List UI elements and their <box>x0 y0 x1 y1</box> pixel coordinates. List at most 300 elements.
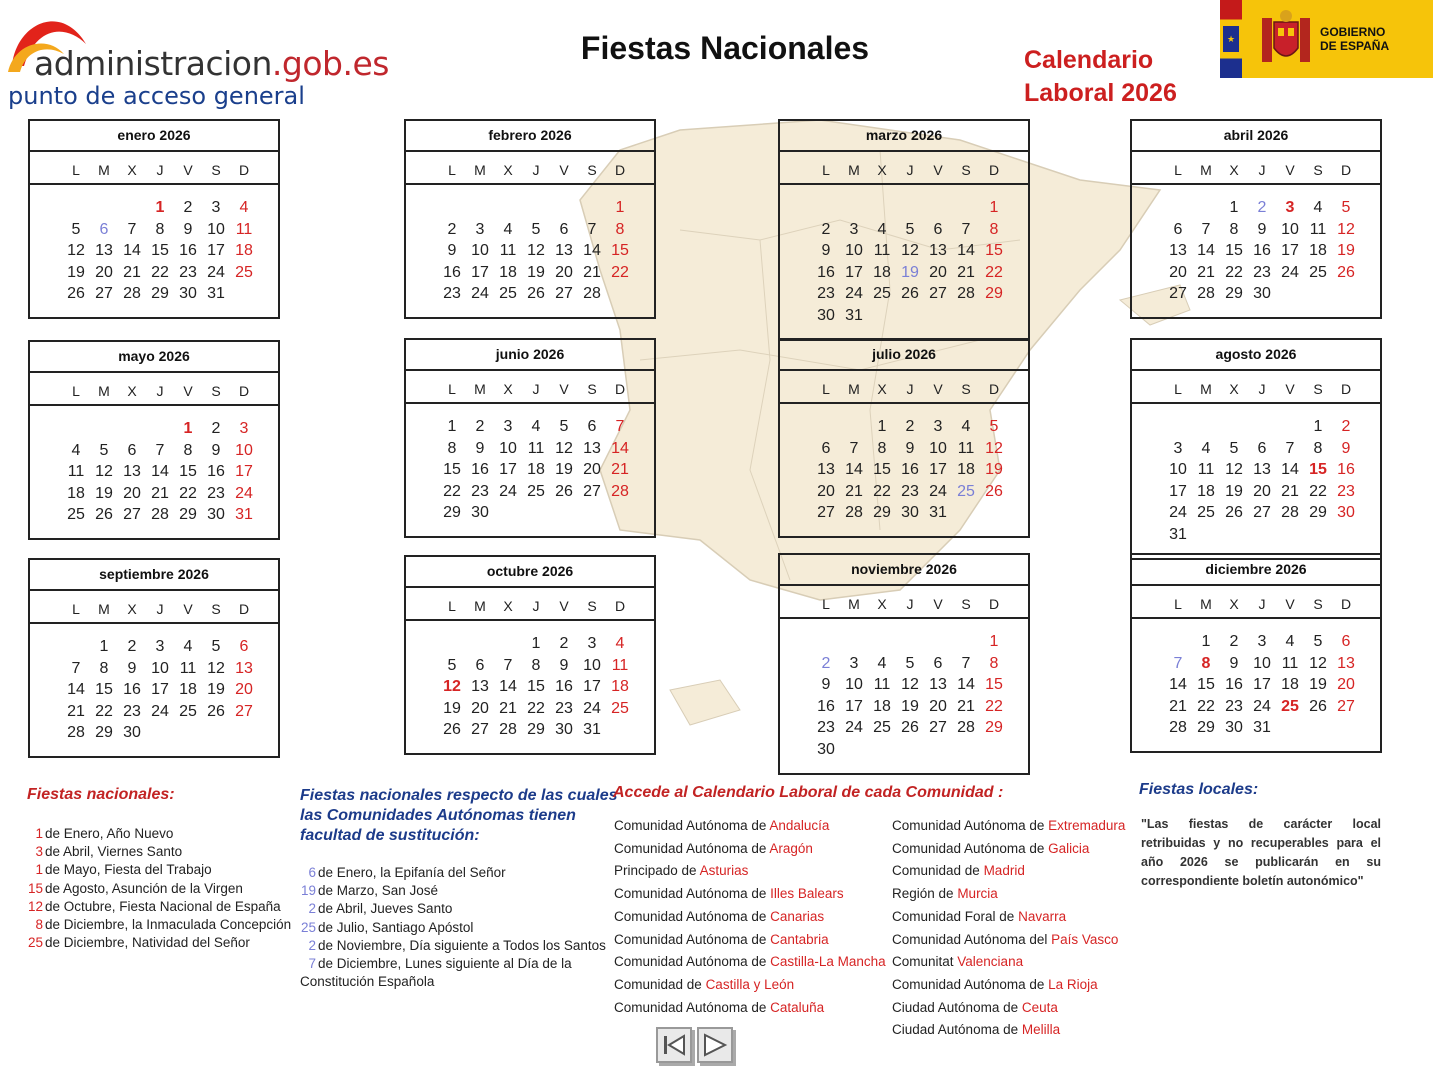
day-cell: 17 <box>471 263 489 281</box>
ccaa-link[interactable]: Cantabria <box>770 931 829 947</box>
day-cell: 27 <box>583 482 601 500</box>
weekday-header <box>406 152 654 185</box>
holiday-day-number: 3 <box>35 844 43 860</box>
weekday-header <box>406 371 654 404</box>
day-cell: 12 <box>207 659 225 677</box>
day-cell: 11 <box>179 659 197 677</box>
holiday-day-number: 15 <box>27 880 43 896</box>
weekday-label: S <box>1313 381 1323 397</box>
day-cell: 31 <box>1169 526 1187 543</box>
list-item <box>27 861 291 879</box>
day-cell: 26 <box>901 285 919 303</box>
weekday-label: M <box>1200 381 1212 397</box>
weekday-label: L <box>822 596 830 612</box>
weekday-label: L <box>1174 162 1182 178</box>
ccaa-list-col2 <box>892 815 1125 1042</box>
day-cell: 6 <box>239 638 249 655</box>
weekday-label: D <box>614 598 626 614</box>
day-cell: 26 <box>901 719 919 737</box>
day-cell: 11 <box>1309 220 1327 238</box>
weekday-label: V <box>183 383 193 399</box>
day-cell: 9 <box>475 439 485 457</box>
day-cell: 9 <box>821 676 831 694</box>
day-cell: 1 <box>615 199 625 216</box>
day-cell: 29 <box>443 504 461 522</box>
administracion-gob-logo[interactable] <box>6 4 389 110</box>
day-cell: 5 <box>447 656 457 674</box>
day-cell: 6 <box>933 654 943 672</box>
prev-page-button[interactable] <box>656 1027 692 1063</box>
ccaa-link[interactable]: La Rioja <box>1048 976 1098 992</box>
day-cell: 8 <box>1313 439 1323 457</box>
ccaa-prefix: Región de <box>892 886 958 902</box>
ccaa-link[interactable]: País Vasco <box>1051 931 1119 947</box>
weekday-header <box>780 371 1028 404</box>
day-cell: 20 <box>1337 676 1355 694</box>
day-cell: 16 <box>207 463 225 481</box>
day-cell: 16 <box>471 461 489 479</box>
day-cell: 26 <box>207 702 225 720</box>
day-cell: 29 <box>1309 504 1327 522</box>
weekday-label: L <box>1174 381 1182 397</box>
weekday-label: D <box>1340 162 1352 178</box>
weekday-label: J <box>1258 596 1266 612</box>
day-cell: 5 <box>71 220 81 238</box>
day-cell: 6 <box>475 656 485 674</box>
ccaa-link[interactable]: Castilla-La Mancha <box>770 954 886 970</box>
day-cell: 5 <box>1341 199 1351 216</box>
day-cell: 9 <box>447 242 457 260</box>
month-title: marzo 2026 <box>780 121 1028 152</box>
ccaa-prefix: Comunidad Autónoma de <box>614 931 771 947</box>
day-cell: 26 <box>1225 504 1243 522</box>
day-cell: 18 <box>499 263 517 281</box>
day-cell: 20 <box>555 263 573 281</box>
day-cell: 12 <box>527 242 545 260</box>
day-cell: 5 <box>989 418 999 435</box>
day-cell: 21 <box>1281 482 1299 500</box>
holiday-day-number: 1 <box>35 826 43 841</box>
ccaa-link[interactable]: Extremadura <box>1048 818 1126 833</box>
weekday-label: M <box>1200 596 1212 612</box>
holiday-day-number: 12 <box>27 898 43 914</box>
ccaa-item <box>614 883 886 906</box>
day-cell: 18 <box>527 461 545 479</box>
day-cell: 24 <box>471 285 489 303</box>
day-cell: 22 <box>985 697 1003 715</box>
day-cell: 6 <box>1173 220 1183 238</box>
days-grid <box>780 404 1028 536</box>
day-cell: 14 <box>957 676 975 694</box>
day-cell: 13 <box>1337 654 1355 672</box>
month-title: diciembre 2026 <box>1132 555 1380 586</box>
day-cell: 11 <box>611 656 629 674</box>
day-cell: 15 <box>151 242 169 260</box>
month-calendar <box>404 119 656 319</box>
day-cell: 20 <box>817 482 835 500</box>
day-cell: 27 <box>235 702 253 720</box>
month-title: junio 2026 <box>406 340 654 371</box>
days-grid <box>780 185 1028 339</box>
day-cell: 7 <box>1173 654 1183 672</box>
month-title: abril 2026 <box>1132 121 1380 152</box>
weekday-label: S <box>211 162 221 178</box>
days-grid <box>406 185 654 317</box>
day-cell: 28 <box>1169 719 1187 737</box>
month-calendar <box>1130 338 1382 560</box>
month-calendar <box>778 553 1030 775</box>
day-cell: 8 <box>447 439 457 457</box>
weekday-label: J <box>1258 381 1266 397</box>
ccaa-link[interactable]: Asturias <box>699 863 749 879</box>
day-cell: 17 <box>1253 676 1271 694</box>
month-title: agosto 2026 <box>1132 340 1380 371</box>
weekday-label: J <box>906 162 914 178</box>
day-cell: 17 <box>583 678 601 696</box>
day-cell: 25 <box>499 285 517 303</box>
weekday-label: M <box>848 162 860 178</box>
day-cell: 15 <box>611 242 629 260</box>
day-cell: 31 <box>845 307 863 324</box>
day-cell: 24 <box>151 702 169 720</box>
ccaa-link[interactable]: Illes Balears <box>770 886 844 902</box>
day-cell: 12 <box>1309 654 1327 672</box>
day-cell: 17 <box>1281 242 1299 260</box>
day-cell: 2 <box>475 418 485 435</box>
day-cell: 31 <box>1253 719 1271 737</box>
ccaa-link[interactable]: Canarias <box>770 908 825 924</box>
day-cell: 16 <box>555 678 573 696</box>
weekday-label: D <box>238 162 250 178</box>
day-cell: 12 <box>67 242 85 260</box>
weekday-label: V <box>559 162 569 178</box>
day-cell: 23 <box>555 699 573 717</box>
day-cell: 22 <box>985 263 1003 281</box>
holiday-description: de Agosto, Asunción de la Virgen <box>45 880 243 896</box>
day-cell: 7 <box>1285 439 1295 457</box>
day-cell: 8 <box>99 659 109 677</box>
day-cell: 9 <box>1229 654 1239 672</box>
day-cell: 4 <box>1285 633 1295 650</box>
day-cell: 8 <box>155 220 165 238</box>
ccaa-item <box>892 997 1125 1020</box>
ccaa-link[interactable]: Valenciana <box>957 954 1024 970</box>
day-cell: 9 <box>905 439 915 457</box>
ccaa-link[interactable]: Cataluña <box>770 999 825 1015</box>
day-cell: 26 <box>1309 697 1327 715</box>
weekday-label: V <box>933 381 943 397</box>
month-title: mayo 2026 <box>30 342 278 373</box>
day-cell: 21 <box>583 263 601 281</box>
day-cell: 10 <box>929 439 947 457</box>
weekday-label: S <box>1313 162 1323 178</box>
day-cell: 11 <box>957 439 975 457</box>
day-cell: 6 <box>1257 439 1267 457</box>
day-cell: 8 <box>615 220 625 238</box>
day-cell: 11 <box>1281 654 1299 672</box>
weekday-label: V <box>1285 162 1295 178</box>
day-cell: 1 <box>183 420 193 437</box>
holiday-day-number: 8 <box>35 917 43 933</box>
weekday-label: X <box>503 381 513 397</box>
ccaa-link[interactable]: Madrid <box>983 863 1025 879</box>
day-cell: 14 <box>499 678 517 696</box>
day-cell: 1 <box>1229 199 1239 216</box>
day-cell: 28 <box>67 724 85 742</box>
days-grid <box>1132 619 1380 751</box>
day-cell: 8 <box>1229 220 1239 238</box>
day-cell: 20 <box>471 699 489 717</box>
day-cell: 7 <box>127 220 137 238</box>
day-cell: 16 <box>179 242 197 260</box>
day-cell: 21 <box>151 484 169 502</box>
ccaa-link[interactable]: Aragón <box>769 840 813 856</box>
day-cell: 20 <box>235 681 253 699</box>
weekday-label: L <box>72 383 80 399</box>
weekday-label: S <box>961 162 971 178</box>
day-cell: 30 <box>901 504 919 522</box>
day-cell: 27 <box>1169 285 1187 303</box>
weekday-label: D <box>988 381 1000 397</box>
day-cell: 5 <box>905 654 915 672</box>
weekday-label: X <box>127 162 137 178</box>
day-cell: 28 <box>1281 504 1299 522</box>
ccaa-link[interactable]: Ceuta <box>1021 999 1058 1015</box>
day-cell: 8 <box>989 654 999 672</box>
day-cell: 13 <box>817 461 835 479</box>
weekday-header <box>780 152 1028 185</box>
weekday-label: X <box>127 383 137 399</box>
day-cell: 18 <box>235 242 253 260</box>
month-title: septiembre 2026 <box>30 560 278 591</box>
day-cell: 6 <box>99 220 109 238</box>
day-cell: 1 <box>989 199 999 216</box>
day-cell: 12 <box>443 678 461 696</box>
weekday-label: D <box>614 162 626 178</box>
day-cell: 8 <box>531 656 541 674</box>
day-cell: 11 <box>235 220 253 238</box>
list-item <box>300 937 606 955</box>
ccaa-prefix: Comunidad Autónoma de <box>892 840 1049 856</box>
holiday-description: de Enero, Año Nuevo <box>45 826 174 841</box>
day-cell: 30 <box>817 307 835 324</box>
ccaa-item <box>892 838 1125 861</box>
day-cell: 14 <box>67 681 85 699</box>
day-cell: 3 <box>849 654 859 672</box>
day-cell: 26 <box>443 721 461 739</box>
ccaa-prefix: Comunidad Autónoma de <box>614 908 771 924</box>
ccaa-title: Accede al Calendario Laboral de cada Comunidad : <box>613 784 1004 801</box>
subtitle-line2: Laboral 2026 <box>1024 79 1177 107</box>
weekday-label: M <box>98 601 110 617</box>
day-cell: 3 <box>475 220 485 238</box>
day-cell: 5 <box>1313 633 1323 650</box>
day-cell: 24 <box>1253 697 1271 715</box>
list-item <box>27 934 291 952</box>
day-cell: 5 <box>1229 439 1239 457</box>
holiday-description: de Julio, Santiago Apóstol <box>318 919 474 935</box>
ccaa-prefix: Comunidad de <box>614 976 706 992</box>
day-cell: 25 <box>957 482 975 500</box>
ccaa-item <box>892 883 1125 906</box>
ccaa-item <box>614 997 886 1020</box>
day-cell: 3 <box>849 220 859 238</box>
day-cell: 2 <box>821 654 831 672</box>
ccaa-link[interactable]: Galicia <box>1048 840 1090 856</box>
day-cell: 26 <box>555 482 573 500</box>
day-cell: 24 <box>845 285 863 303</box>
day-cell: 12 <box>95 463 113 481</box>
day-cell: 7 <box>503 656 513 674</box>
day-cell: 13 <box>555 242 573 260</box>
day-cell: 13 <box>583 439 601 457</box>
weekday-label: X <box>503 162 513 178</box>
day-cell: 6 <box>587 418 597 435</box>
weekday-label: V <box>1285 381 1295 397</box>
holiday-description: de Diciembre, Natividad del Señor <box>45 935 250 951</box>
day-cell: 6 <box>127 441 137 459</box>
day-cell: 6 <box>1341 633 1351 650</box>
list-item <box>300 955 606 973</box>
day-cell: 14 <box>1281 461 1299 479</box>
day-cell: 23 <box>207 484 225 502</box>
day-cell: 16 <box>1253 242 1271 260</box>
day-cell: 9 <box>127 659 137 677</box>
day-cell: 13 <box>929 676 947 694</box>
day-cell: 11 <box>873 676 891 694</box>
month-calendar <box>778 119 1030 341</box>
day-cell: 25 <box>527 482 545 500</box>
day-cell: 13 <box>929 242 947 260</box>
day-cell: 24 <box>845 719 863 737</box>
day-cell: 10 <box>845 676 863 694</box>
day-cell: 17 <box>207 242 225 260</box>
day-cell: 13 <box>235 659 253 677</box>
weekday-label: M <box>474 598 486 614</box>
weekday-label: X <box>1229 596 1239 612</box>
ccaa-item <box>892 860 1125 883</box>
day-cell: 24 <box>207 263 225 281</box>
day-cell: 29 <box>151 285 169 303</box>
day-cell: 21 <box>957 263 975 281</box>
day-cell: 28 <box>1197 285 1215 303</box>
day-cell: 17 <box>151 681 169 699</box>
day-cell: 21 <box>123 263 141 281</box>
day-cell: 27 <box>929 285 947 303</box>
day-cell: 13 <box>123 463 141 481</box>
weekday-label: M <box>98 162 110 178</box>
day-cell: 18 <box>1197 482 1215 500</box>
ccaa-link[interactable]: Melilla <box>1021 1022 1061 1038</box>
weekday-label: J <box>906 596 914 612</box>
days-grid <box>30 624 278 756</box>
weekday-label: V <box>933 162 943 178</box>
sustitucion-title-line1: Fiestas nacionales respecto de las cuales <box>300 787 618 804</box>
weekday-label: D <box>238 383 250 399</box>
logo-line2: punto de acceso general <box>8 82 305 110</box>
ccaa-link[interactable]: Andalucía <box>769 818 830 833</box>
weekday-label: J <box>1258 162 1266 178</box>
days-grid <box>1132 404 1380 558</box>
ccaa-list-col1 <box>614 815 886 1019</box>
weekday-label: D <box>1340 596 1352 612</box>
weekday-label: M <box>474 381 486 397</box>
day-cell: 29 <box>873 504 891 522</box>
day-cell: 23 <box>123 702 141 720</box>
day-cell: 17 <box>235 463 253 481</box>
day-cell: 19 <box>1337 242 1355 260</box>
day-cell: 27 <box>471 721 489 739</box>
holiday-description: de Diciembre, la Inmaculada Concepción <box>45 917 292 933</box>
ccaa-link[interactable]: Navarra <box>1018 908 1067 924</box>
ccaa-link[interactable]: Murcia <box>957 886 998 902</box>
day-cell: 16 <box>817 263 835 281</box>
day-cell: 29 <box>1197 719 1215 737</box>
holiday-day-number: 25 <box>27 935 43 951</box>
holiday-description: de Abril, Viernes Santo <box>45 844 183 860</box>
ccaa-item <box>892 815 1125 838</box>
day-cell: 3 <box>933 418 943 435</box>
ccaa-item <box>614 860 886 883</box>
day-cell: 14 <box>1197 242 1215 260</box>
month-title: noviembre 2026 <box>780 555 1028 586</box>
day-cell: 30 <box>179 285 197 303</box>
day-cell: 3 <box>587 635 597 652</box>
next-page-button[interactable] <box>697 1027 733 1063</box>
day-cell: 4 <box>877 220 887 238</box>
day-cell: 18 <box>1309 242 1327 260</box>
day-cell: 14 <box>957 242 975 260</box>
ccaa-item <box>614 906 886 929</box>
day-cell: 22 <box>527 699 545 717</box>
holiday-day-number: 6 <box>308 865 316 880</box>
ccaa-link[interactable]: Castilla y León <box>705 976 795 992</box>
page-title: Fiestas Nacionales <box>580 30 870 66</box>
day-cell: 19 <box>443 699 461 717</box>
weekday-label: X <box>127 601 137 617</box>
day-cell: 4 <box>1313 199 1323 216</box>
day-cell: 18 <box>179 681 197 699</box>
day-cell: 7 <box>71 659 81 677</box>
month-calendar <box>404 555 656 755</box>
weekday-label: V <box>933 596 943 612</box>
month-calendar <box>28 340 280 540</box>
holiday-description: de Octubre, Fiesta Nacional de España <box>45 898 281 914</box>
day-cell: 9 <box>183 220 193 238</box>
list-item-continuation: Constitución Española <box>300 974 435 990</box>
day-cell: 23 <box>1253 263 1271 281</box>
gobierno-espana-logo[interactable] <box>1220 0 1433 78</box>
weekday-label: S <box>961 381 971 397</box>
month-calendar <box>1130 119 1382 319</box>
day-cell: 5 <box>531 220 541 238</box>
fiestas-locales-title: Fiestas locales: <box>1139 781 1259 798</box>
weekday-label: L <box>822 162 830 178</box>
days-grid <box>406 404 654 536</box>
day-cell: 17 <box>845 697 863 715</box>
day-cell: 5 <box>211 638 221 655</box>
weekday-label: M <box>98 383 110 399</box>
day-cell: 15 <box>527 678 545 696</box>
day-cell: 10 <box>1253 654 1271 672</box>
day-cell: 7 <box>961 654 971 672</box>
fiestas-nacionales-list <box>27 825 291 952</box>
list-item <box>27 825 291 843</box>
day-cell: 5 <box>99 441 109 459</box>
day-cell: 27 <box>817 504 835 522</box>
day-cell: 30 <box>555 721 573 739</box>
day-cell: 28 <box>499 721 517 739</box>
